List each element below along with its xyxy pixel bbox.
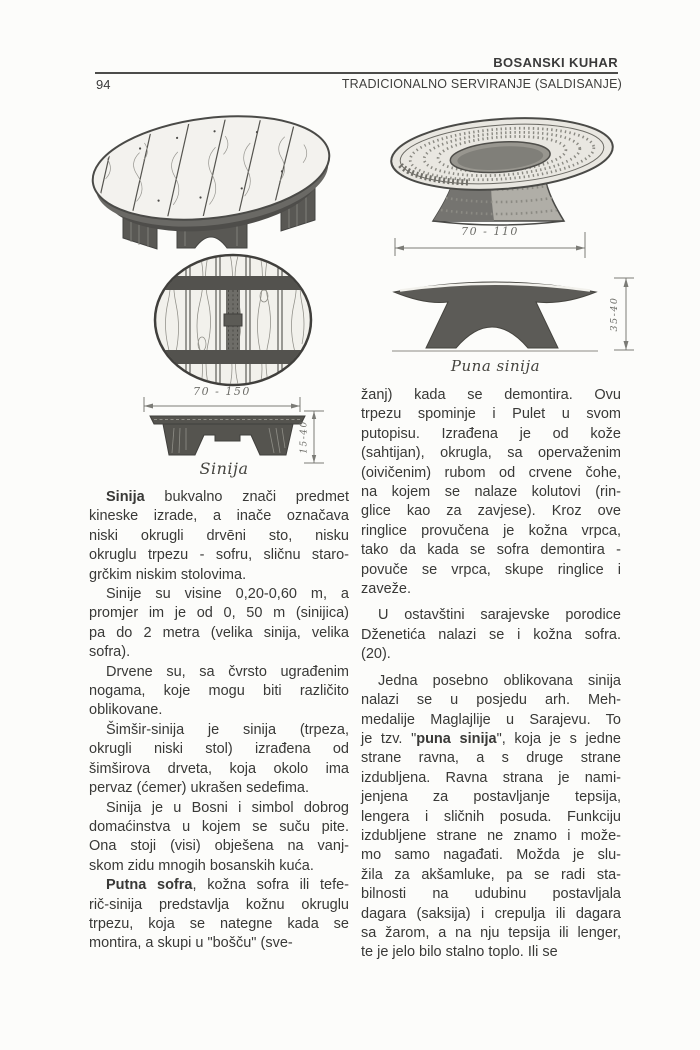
text-line: te je jelo bilo stalno toplo. Ili se <box>361 944 558 961</box>
svg-text:15-40: 15-40 <box>299 420 310 454</box>
text-line: Šimšir-sinija je sinija (trpeza, <box>106 721 349 738</box>
paragraph <box>89 799 349 877</box>
paragraph <box>361 386 621 599</box>
text-line: (sahtijan), okrugla, sa opervaženim <box>361 445 621 462</box>
paragraph <box>89 721 349 799</box>
text-line: (20). <box>361 646 391 663</box>
text-line: skom zidu mnogih bosanskih kuća. <box>89 857 314 874</box>
text-line: okrugli niski stol) izrađena od <box>89 741 349 758</box>
text-line: zaveže. <box>361 581 411 598</box>
dimension-side-width <box>140 384 304 412</box>
text-line: izdubljena. Ravna strana je nami- <box>361 769 621 786</box>
text-line: strane ravna, a s druge strane <box>361 750 621 767</box>
paragraph <box>89 876 349 954</box>
paragraph <box>89 663 349 721</box>
text-line: ringlice provučena je kožna vrpca, <box>361 522 621 539</box>
text-line: povuče se vrpca, skupe ringlice i <box>361 561 621 578</box>
text-line: U ostavštini sarajevske porodice <box>378 607 621 624</box>
text-line: izdubljene strane ne znamo i može- <box>361 827 621 844</box>
text-line: (oivičenim) rubom od crvene čohe, <box>361 464 621 481</box>
text-line: medalije Maglajlije u Sarajevu. To <box>361 711 621 728</box>
text-line: dagara (saksija) i crepulja ili dagara <box>361 905 621 922</box>
text-line: lengera i sličnih posuda. Funkciju <box>361 808 621 825</box>
paragraph <box>89 488 349 585</box>
figure-caption-sinija: Sinija <box>199 459 249 478</box>
text-line: pa do 2 metra (velika sinija, velika <box>89 624 349 641</box>
sinija-side-view-illustration <box>148 410 308 460</box>
text-line: Jedna posebno oblikovana sinija <box>378 672 621 689</box>
text-line: je tzv. "puna sinija", koja je s jedne <box>361 730 621 747</box>
sinija-perspective-illustration <box>85 96 337 260</box>
book-title: BOSANSKI KUHAR <box>493 55 618 70</box>
text-line: trpezu spominje i Pulet u svom <box>361 406 621 423</box>
text-line: rič-sinija predstavlja kožnu okruglu <box>89 896 349 913</box>
text-line: montira, a skupi u "bošču" (sve- <box>89 935 293 952</box>
text-line: Dženetića nalazi se i kožna sofra. <box>361 626 621 643</box>
puna-sinija-perspective-illustration <box>386 100 618 232</box>
text-column-right <box>361 386 621 963</box>
svg-text:70 - 110: 70 - 110 <box>461 225 519 238</box>
puna-sinija-side-illustration <box>388 270 603 358</box>
svg-text:70 - 150: 70 - 150 <box>193 385 251 398</box>
text-line: putopisu. Izrađena je od kože <box>361 425 621 442</box>
text-line: Sinije su visine 0,20-0,60 m, a <box>106 586 349 603</box>
text-line: žila za akšamluke, pa se radi sta- <box>361 866 621 883</box>
figure-caption-puna-sinija: Puna sinija <box>450 357 541 375</box>
paragraph <box>361 606 621 664</box>
text-line: jenjena za postavljanje tepsija, <box>361 789 621 806</box>
text-line: Sinija je u Bosni i simbol dobrog <box>106 799 349 816</box>
dimension-puna-height <box>602 272 636 356</box>
text-line: Drvene su, sa čvrsto ugrađenim <box>106 663 349 680</box>
text-line: domaćinstva u kojem se suču pite. <box>89 818 349 835</box>
header-rule <box>95 72 618 74</box>
sinija-bottom-view-illustration <box>142 252 324 390</box>
paragraph <box>361 672 621 963</box>
text-line: na kojem se nalaze kolutovi (rin- <box>361 484 621 501</box>
text-line: šimširova drveta, koja okolo ima <box>89 760 349 777</box>
text-line: glice kao za zavjese). Kroz ove <box>361 503 621 520</box>
text-line: kineske izrade, a inače označava <box>89 508 349 525</box>
text-line: okruglu trpezu - sofru, sličnu staro- <box>89 547 349 564</box>
text-line: grčkim niskim stolovima. <box>89 566 247 583</box>
text-line: oblikovane. <box>89 702 163 719</box>
dimension-top-width <box>390 224 590 260</box>
page-number: 94 <box>96 77 111 92</box>
text-line: nogama, koje mogu biti različito <box>89 683 349 700</box>
text-line: mo samo nagađati. Možda je slu- <box>361 847 621 864</box>
text-line: sofra). <box>89 644 131 661</box>
text-line: pervaz (ćemer) ukrašen sedefima. <box>89 780 309 797</box>
text-line: tako da kada se sofra demontira - <box>361 542 621 559</box>
text-line: trpezu, koja se nategne kada se <box>89 915 349 932</box>
text-line: bilnosti na udubinu postavljala <box>361 886 621 903</box>
chapter-subtitle: TRADICIONALNO SERVIRANJE (SALDISANJE) <box>341 77 622 91</box>
text-line: Ona stoji (visi) obješena na vanj- <box>89 838 349 855</box>
svg-text:35-40: 35-40 <box>609 296 620 332</box>
text-line: Putna sofra, kožna sofra ili tefe- <box>106 877 350 894</box>
text-line: žanj) kada se demontira. Ovu <box>361 387 621 403</box>
text-line: promjer im je od 0, 50 m (sinijica) <box>89 605 349 622</box>
paragraph <box>89 585 349 663</box>
text-column-left <box>89 488 349 954</box>
text-line: sa žarom, a na nju tepsija ili lenger, <box>361 924 621 941</box>
text-line: nalazi se u posjedu arh. Meh- <box>361 692 621 709</box>
text-line: niski okrugli drvēni sto, nisku <box>89 527 349 544</box>
text-line: Sinija bukvalno znači predmet <box>106 489 349 505</box>
